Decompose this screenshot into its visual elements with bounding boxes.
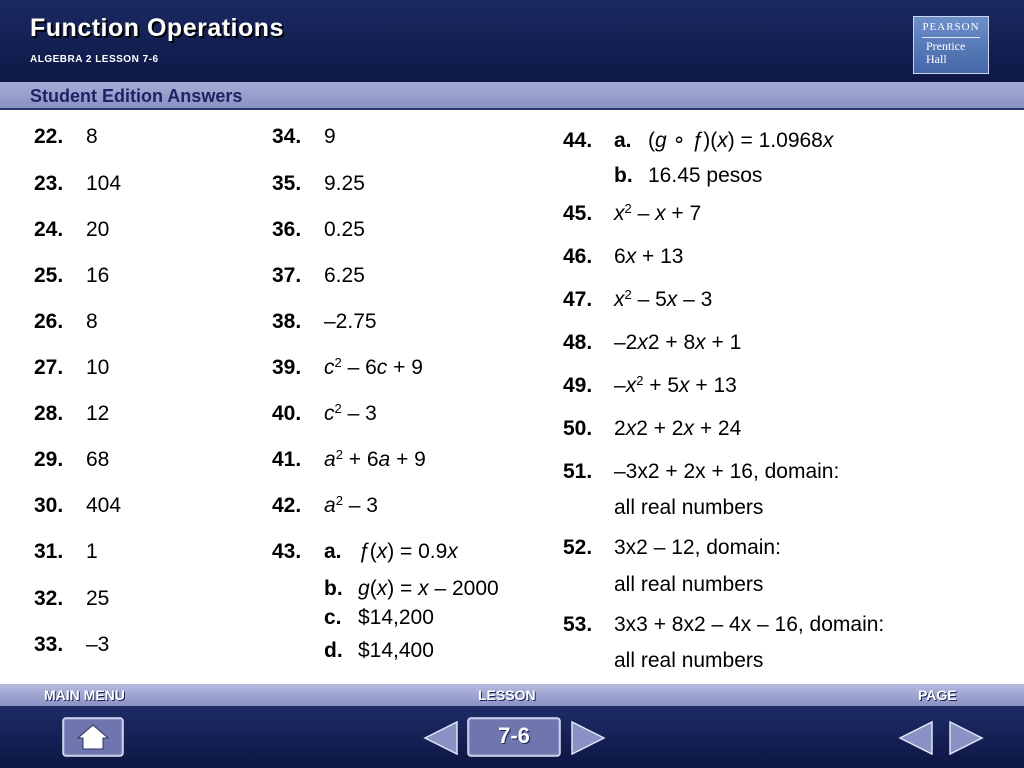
answer-46 xyxy=(563,245,683,269)
answer-value: –3 xyxy=(86,633,110,656)
answer-32 xyxy=(34,587,109,611)
right-arrow-icon xyxy=(570,720,606,756)
answer-value: 104 xyxy=(86,172,122,195)
answer-value: $a^2 + 6a + 9$ xyxy=(324,447,426,471)
answer-number: 25. xyxy=(34,264,64,287)
answer-number: 50. xyxy=(563,417,593,440)
page-title: Function Operations xyxy=(30,14,284,42)
answer-49 xyxy=(563,374,737,398)
answer-value: $c^2 - 3$ xyxy=(324,401,377,425)
answer-number: 31. xyxy=(34,540,64,563)
answer-value: $c^2 - 6c + 9$ xyxy=(324,355,423,379)
logo-prentice-hall xyxy=(926,40,965,66)
answer-number: 32. xyxy=(34,587,64,610)
answer-24 xyxy=(34,218,109,242)
lesson-button[interactable] xyxy=(467,717,561,757)
answer-number: 46. xyxy=(563,245,593,268)
answer-number: 33. xyxy=(34,633,64,656)
answer-number: 29. xyxy=(34,448,64,471)
lesson-label: LESSON xyxy=(478,687,536,703)
main-menu-label: MAIN MENU xyxy=(44,687,125,703)
answer-number: 38. xyxy=(272,310,302,333)
answer-value: a. ƒ(x) = 0.9x xyxy=(324,540,458,563)
answer-number: 27. xyxy=(34,356,64,379)
answer-22 xyxy=(34,125,98,149)
answer-number: 43. xyxy=(272,540,302,563)
answer-value: 6x + 13 xyxy=(614,245,684,268)
page-previous-button[interactable] xyxy=(898,720,934,756)
answer-value: 2x2 + 2x + 24 xyxy=(614,417,742,440)
answer-value: 0.25 xyxy=(324,218,365,241)
answer-37 xyxy=(272,264,365,288)
answer-value: b. g(x) = x – 2000 xyxy=(324,577,499,600)
answer-value: $-x^2 + 5x + 13$ xyxy=(614,373,737,397)
answer-29 xyxy=(34,448,109,472)
lesson-next-button[interactable] xyxy=(570,720,606,756)
answer-43a xyxy=(272,540,458,564)
answer-value: 68 xyxy=(86,448,110,471)
answer-44a xyxy=(563,129,833,153)
answer-number: 49. xyxy=(563,374,593,397)
lesson-previous-button[interactable] xyxy=(423,720,459,756)
answer-30 xyxy=(34,494,121,518)
answer-value: 8 xyxy=(86,310,98,333)
answer-value: 3x2 – 12, domain: xyxy=(614,536,781,559)
answer-26 xyxy=(34,310,98,334)
answer-value: d. $14,400 xyxy=(324,639,434,662)
answer-47 xyxy=(563,288,712,312)
answer-27 xyxy=(34,356,109,380)
answer-number: 26. xyxy=(34,310,64,333)
answer-36 xyxy=(272,218,365,242)
answer-value: –2x2 + 8x + 1 xyxy=(614,331,742,354)
answer-31 xyxy=(34,540,98,564)
answer-43d xyxy=(272,639,434,663)
answer-number: 41. xyxy=(272,448,302,471)
answer-value: –3x2 + 2x + 16, domain: xyxy=(614,460,840,483)
left-arrow-icon xyxy=(898,720,934,756)
answer-number: 35. xyxy=(272,172,302,195)
answer-value: all real numbers xyxy=(614,573,764,596)
answer-value: all real numbers xyxy=(614,496,764,519)
answer-35 xyxy=(272,172,365,196)
answer-51 xyxy=(563,460,839,484)
main-menu-button[interactable] xyxy=(62,717,124,757)
answer-39 xyxy=(272,356,423,380)
page-label: PAGE xyxy=(918,687,957,703)
answer-value: 9 xyxy=(324,125,336,148)
answer-23 xyxy=(34,172,121,196)
answer-number: 36. xyxy=(272,218,302,241)
logo-hall: Hall xyxy=(926,52,947,66)
answer-number: 51. xyxy=(563,460,593,483)
lesson-number: 7-6 xyxy=(498,723,530,748)
answer-41 xyxy=(272,448,426,472)
answer-number: 44. xyxy=(563,129,593,152)
page-next-button[interactable] xyxy=(948,720,984,756)
answer-52 xyxy=(563,536,781,560)
answer-number: 34. xyxy=(272,125,302,148)
answer-value: 3x3 + 8x2 – 4x – 16, domain: xyxy=(614,613,885,636)
answer-number: 30. xyxy=(34,494,64,517)
answer-40 xyxy=(272,402,377,426)
answer-number: 48. xyxy=(563,331,593,354)
answer-43b xyxy=(272,577,499,601)
answer-value: 25 xyxy=(86,587,110,610)
answer-value: c. $14,200 xyxy=(324,606,434,629)
answer-28 xyxy=(34,402,109,426)
answer-value: $a^2 - 3$ xyxy=(324,493,378,517)
logo-prentice: Prentice xyxy=(926,39,966,53)
answer-value: a. (g ∘ ƒ)(x) = 1.0968x xyxy=(614,129,834,152)
answer-number: 22. xyxy=(34,125,64,148)
lesson-subtitle: ALGEBRA 2 LESSON 7-6 xyxy=(30,54,159,65)
logo-pearson: PEARSON xyxy=(922,21,980,33)
answer-number: 23. xyxy=(34,172,64,195)
section-label: Student Edition Answers xyxy=(30,86,243,106)
answer-42 xyxy=(272,494,378,518)
logo-divider xyxy=(922,37,980,38)
answer-45 xyxy=(563,202,701,226)
answer-value: 16 xyxy=(86,264,110,287)
answer-34 xyxy=(272,125,336,149)
answer-value: –2.75 xyxy=(324,310,377,333)
answer-value: 404 xyxy=(86,494,122,517)
answer-48 xyxy=(563,331,741,355)
footer-label-band xyxy=(0,684,1024,706)
answer-33 xyxy=(34,633,109,657)
answer-number: 53. xyxy=(563,613,593,636)
answer-number: 40. xyxy=(272,402,302,425)
right-arrow-icon xyxy=(948,720,984,756)
section-band xyxy=(0,82,1024,110)
navigation-footer xyxy=(0,684,1024,768)
answer-number: 42. xyxy=(272,494,302,517)
answer-number: 37. xyxy=(272,264,302,287)
answer-number: 28. xyxy=(34,402,64,425)
answer-value: 9.25 xyxy=(324,172,365,195)
answer-number: 45. xyxy=(563,202,593,225)
answer-value: $x^2 - x + 7$ xyxy=(614,201,702,225)
answer-25 xyxy=(34,264,109,288)
answer-43c xyxy=(272,606,434,630)
answer-number: 47. xyxy=(563,288,593,311)
answer-value: all real numbers xyxy=(614,649,764,672)
answer-53-cont xyxy=(563,649,763,673)
answer-value: 1 xyxy=(86,540,98,563)
answer-number: 39. xyxy=(272,356,302,379)
answer-value: 10 xyxy=(86,356,110,379)
answer-44b xyxy=(563,164,762,188)
answer-value: $x^2 - 5x - 3$ xyxy=(614,287,713,311)
answer-value: 8 xyxy=(86,125,98,148)
answer-value: 6.25 xyxy=(324,264,365,287)
answer-52-cont xyxy=(563,573,763,597)
answer-38 xyxy=(272,310,377,334)
answer-50 xyxy=(563,417,741,441)
answer-value: 12 xyxy=(86,402,110,425)
answer-51-cont xyxy=(563,496,763,520)
answer-value: b. 16.45 pesos xyxy=(614,164,763,187)
answer-number: 24. xyxy=(34,218,64,241)
left-arrow-icon xyxy=(423,720,459,756)
answer-value: 20 xyxy=(86,218,110,241)
answer-number: 52. xyxy=(563,536,593,559)
publisher-logo xyxy=(913,16,989,74)
header-bar xyxy=(0,0,1024,82)
answer-53 xyxy=(563,613,884,637)
